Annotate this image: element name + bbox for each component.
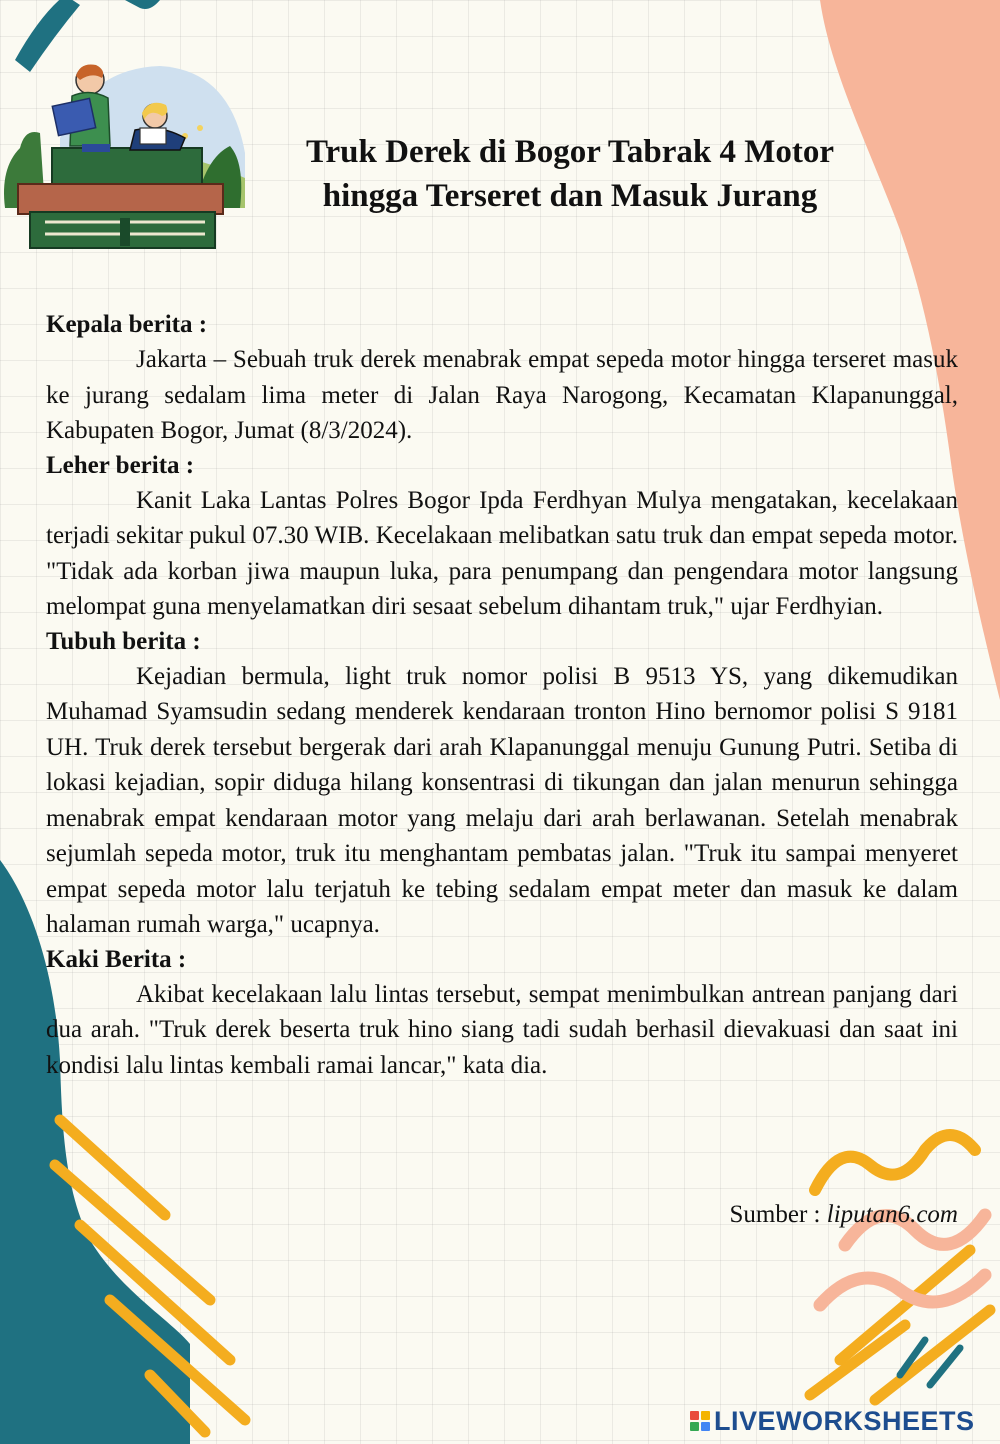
leher-berita-label: Leher berita : — [46, 451, 195, 479]
liveworksheets-logo[interactable] — [690, 1402, 975, 1440]
kaki-berita-text: Akibat kecelakaan lalu lintas tersebut, sempat menimbulkan antrean panjang dari dua arah. "Truk derek beserta truk hino siang tadi sudah berhasil dievakuasi dan saat ini kondisi lalu lintas kembali ramai lancar," kata dia. — [46, 980, 958, 1079]
kepala-berita-text: Jakarta – Sebuah truk derek menabrak empat sepeda motor hingga terseret masuk ke jurang sedalam lima meter di Jalan Raya Narogong, Kecamatan Klapanunggal, Kabupaten Bogor, Jumat (8/3/2024). — [46, 346, 958, 444]
children-reading-illustration-icon — [0, 58, 250, 268]
article-body — [46, 308, 958, 1083]
tubuh-berita-text: Kejadian bermula, light truk nomor polisi B 9513 YS, yang dikemudikan Muhamad Syamsudin sedang menderek kendaraan tronton Hino bernomor polisi S 9181 UH. Truk derek tersebut bergerak dari arah Klapanunggal menuju Gunung Putri. Setiba di lokasi kejadian, sopir diduga hilang konsentrasi di tikungan dan jalan menurun sehingga menabrak empat kendaraan motor yang melaju dari arah berlawanan. Setelah menabrak sejumlah sepeda motor, truk itu menghantam pembatas jalan. "Truk itu sampai menyeret empat sepeda motor lalu terjatuh ke tebing sedalam empat meter dan masuk ke dalam halaman rumah warga," ucapnya. — [46, 662, 958, 938]
source-name: liputan6.com — [826, 1201, 958, 1228]
kepala-berita-label: Kepala berita : — [46, 311, 208, 338]
title-line-1: Truk Derek di Bogor Tabrak 4 Motor — [305, 134, 835, 170]
liveworksheets-brand-text: LIVEWORKSHEETS — [714, 1405, 975, 1436]
logo-square-blue — [701, 1422, 710, 1431]
yellow-squiggle-right — [815, 1135, 975, 1190]
source-label: Sumber : — [729, 1201, 827, 1228]
logo-square-yellow — [701, 1411, 710, 1420]
tubuh-berita-label: Tubuh berita : — [46, 627, 201, 655]
kaki-berita-label: Kaki Berita : — [46, 945, 187, 973]
source-credit — [730, 1197, 958, 1232]
logo-square-green — [690, 1422, 699, 1431]
leher-berita-text: Kanit Laka Lantas Polres Bogor Ipda Ferdhyan Mulya mengatakan, kecelakaan terjadi sekitar pukul 07.30 WIB. Kecelakaan melibatkan satu truk dan empat sepeda motor. "Tidak ada korban jiwa maupun luka, para penumpang dan pengendara motor langsung melompat guna menyelamatkan diri sesaat sebelum dihantam truk," ujar Ferdhyian. — [46, 486, 958, 620]
logo-square-red — [690, 1411, 699, 1420]
article-title — [262, 130, 878, 218]
title-line-2: hingga Terseret dan Masuk Jurang — [322, 178, 818, 214]
liveworksheets-logo-icon — [690, 1411, 710, 1431]
